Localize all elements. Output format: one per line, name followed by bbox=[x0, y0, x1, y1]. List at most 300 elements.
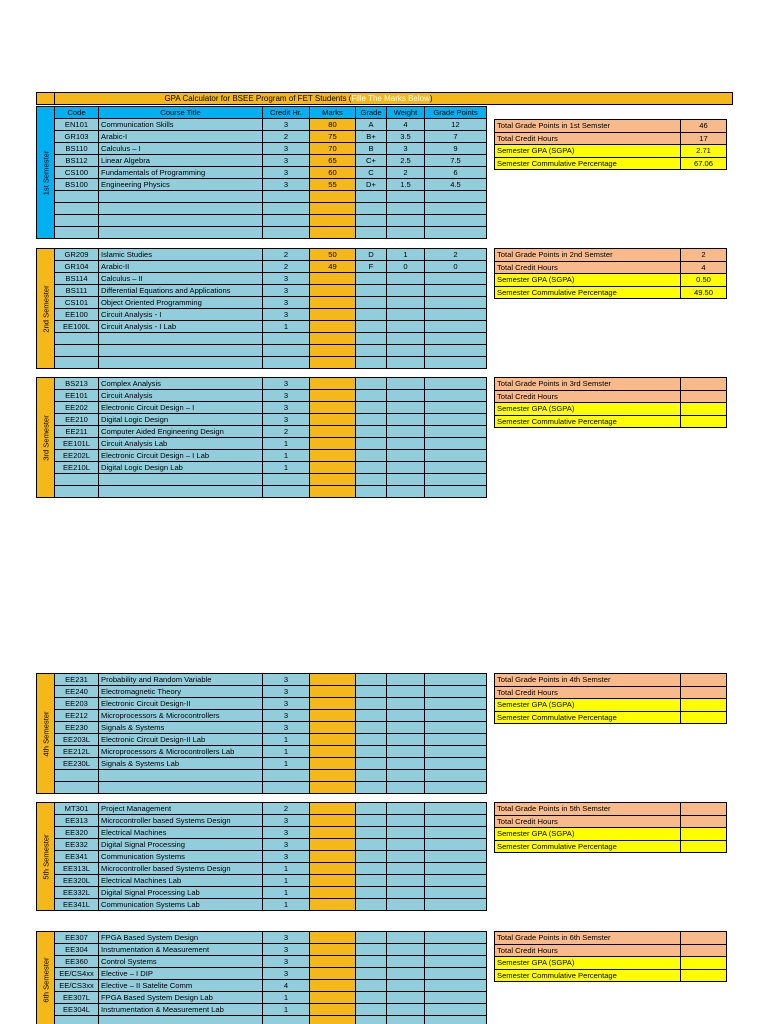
summary-value bbox=[681, 840, 727, 853]
marks-input-cell[interactable] bbox=[310, 390, 356, 402]
grade-points-cell bbox=[425, 851, 487, 863]
weight-cell bbox=[387, 968, 425, 980]
grade-points-cell: 2 bbox=[425, 249, 487, 261]
marks-input-cell[interactable] bbox=[310, 956, 356, 968]
marks-input-cell[interactable] bbox=[310, 450, 356, 462]
empty-weight-cell bbox=[387, 191, 425, 203]
course-title-cell: Project Management bbox=[99, 803, 263, 815]
grade-cell bbox=[356, 438, 387, 450]
course-code-cell: EE230 bbox=[55, 722, 99, 734]
summary-row bbox=[495, 699, 727, 712]
grade-points-cell bbox=[425, 746, 487, 758]
grade-cell: C+ bbox=[356, 155, 387, 167]
empty-course-code-cell bbox=[55, 227, 99, 239]
credit-hours-cell: 1 bbox=[263, 992, 310, 1004]
course-title-cell: Digital Logic Design Lab bbox=[99, 462, 263, 474]
marks-input-cell[interactable] bbox=[310, 944, 356, 956]
summary-label: Total Grade Points in 2nd Semster bbox=[495, 249, 681, 262]
course-code-cell: MT301 bbox=[55, 803, 99, 815]
course-title-cell: Digital Signal Processing bbox=[99, 839, 263, 851]
course-title-cell: Circuit Analysis Lab bbox=[99, 438, 263, 450]
marks-input-cell[interactable] bbox=[310, 462, 356, 474]
empty-course-code-cell bbox=[55, 357, 99, 369]
summary-row bbox=[495, 932, 727, 945]
marks-input-cell[interactable] bbox=[310, 827, 356, 839]
course-row bbox=[37, 249, 487, 261]
summary-value bbox=[681, 828, 727, 841]
weight-cell bbox=[387, 378, 425, 390]
weight-cell bbox=[387, 875, 425, 887]
grade-cell bbox=[356, 686, 387, 698]
summary-label: Total Credit Hours bbox=[495, 261, 681, 274]
weight-cell bbox=[387, 863, 425, 875]
summary-row bbox=[495, 157, 727, 170]
title-main-text: GPA Calculator for BSEE Program of FET Students ( bbox=[164, 94, 352, 103]
grade-cell: D+ bbox=[356, 179, 387, 191]
grade-points-cell bbox=[425, 674, 487, 686]
summary-label: Semester Commulative Percentage bbox=[495, 711, 681, 724]
grade-cell bbox=[356, 851, 387, 863]
empty-marks-input-cell[interactable] bbox=[310, 191, 356, 203]
summary-value bbox=[681, 686, 727, 699]
empty-course-code-cell bbox=[55, 782, 99, 794]
weight-cell bbox=[387, 758, 425, 770]
empty-credit-hours-cell bbox=[263, 191, 310, 203]
marks-input-cell[interactable] bbox=[310, 980, 356, 992]
course-title-cell: Electronic Circuit Design-II bbox=[99, 698, 263, 710]
grade-cell bbox=[356, 674, 387, 686]
title-bar-corner bbox=[37, 93, 55, 104]
summary-label: Semester Commulative Percentage bbox=[495, 840, 681, 853]
marks-input-cell[interactable]: 60 bbox=[310, 167, 356, 179]
course-row bbox=[37, 746, 487, 758]
summary-table-1 bbox=[494, 119, 727, 170]
summary-row bbox=[495, 944, 727, 957]
grade-points-cell bbox=[425, 734, 487, 746]
credit-hours-cell: 3 bbox=[263, 378, 310, 390]
course-row bbox=[37, 131, 487, 143]
empty-credit-hours-cell bbox=[263, 486, 310, 498]
grade-points-cell bbox=[425, 827, 487, 839]
weight-cell: 4 bbox=[387, 119, 425, 131]
summary-label: Total Credit Hours bbox=[495, 815, 681, 828]
empty-course-row bbox=[37, 227, 487, 239]
empty-weight-cell bbox=[387, 333, 425, 345]
credit-hours-cell: 2 bbox=[263, 426, 310, 438]
course-code-cell: EE313 bbox=[55, 815, 99, 827]
course-code-cell: EE210 bbox=[55, 414, 99, 426]
course-title-cell: Digital Signal Processing Lab bbox=[99, 887, 263, 899]
grade-points-cell bbox=[425, 698, 487, 710]
empty-marks-input-cell[interactable] bbox=[310, 345, 356, 357]
marks-input-cell[interactable] bbox=[310, 875, 356, 887]
marks-input-cell[interactable] bbox=[310, 815, 356, 827]
marks-input-cell[interactable]: 70 bbox=[310, 143, 356, 155]
grade-cell bbox=[356, 734, 387, 746]
marks-input-cell[interactable] bbox=[310, 992, 356, 1004]
marks-input-cell[interactable] bbox=[310, 321, 356, 333]
empty-grade-cell bbox=[356, 1016, 387, 1024]
course-code-cell: EE100 bbox=[55, 309, 99, 321]
grade-points-cell: 7 bbox=[425, 131, 487, 143]
credit-hours-cell: 3 bbox=[263, 944, 310, 956]
grade-points-cell bbox=[425, 968, 487, 980]
course-row bbox=[37, 863, 487, 875]
empty-grade-cell bbox=[356, 357, 387, 369]
grade-points-cell bbox=[425, 426, 487, 438]
course-code-cell: EE231 bbox=[55, 674, 99, 686]
empty-weight-cell bbox=[387, 770, 425, 782]
marks-input-cell[interactable] bbox=[310, 438, 356, 450]
course-row bbox=[37, 321, 487, 333]
summary-row bbox=[495, 403, 727, 416]
empty-course-row bbox=[37, 486, 487, 498]
marks-input-cell[interactable] bbox=[310, 710, 356, 722]
semester-label: 6th Semester bbox=[41, 956, 50, 1003]
weight-cell bbox=[387, 839, 425, 851]
course-code-cell: EE101 bbox=[55, 390, 99, 402]
summary-row bbox=[495, 957, 727, 970]
empty-marks-input-cell[interactable] bbox=[310, 474, 356, 486]
summary-row bbox=[495, 711, 727, 724]
marks-input-cell[interactable] bbox=[310, 273, 356, 285]
grade-cell bbox=[356, 968, 387, 980]
course-code-cell: EE212 bbox=[55, 710, 99, 722]
course-title-cell: Complex Analysis bbox=[99, 378, 263, 390]
course-code-cell: EE240 bbox=[55, 686, 99, 698]
course-row bbox=[37, 686, 487, 698]
weight-cell bbox=[387, 309, 425, 321]
semester-label-cell bbox=[37, 932, 55, 1024]
grade-cell bbox=[356, 803, 387, 815]
weight-cell: 2.5 bbox=[387, 155, 425, 167]
credit-hours-cell: 3 bbox=[263, 390, 310, 402]
empty-marks-input-cell[interactable] bbox=[310, 215, 356, 227]
marks-input-cell[interactable] bbox=[310, 309, 356, 321]
course-row bbox=[37, 980, 487, 992]
marks-input-cell[interactable]: 55 bbox=[310, 179, 356, 191]
summary-row bbox=[495, 286, 727, 299]
empty-course-title-cell bbox=[99, 227, 263, 239]
empty-credit-hours-cell bbox=[263, 215, 310, 227]
course-title-cell: Electrical Machines Lab bbox=[99, 875, 263, 887]
course-title-cell: Elective – II Satelite Comm bbox=[99, 980, 263, 992]
marks-input-cell[interactable]: 50 bbox=[310, 249, 356, 261]
grade-points-cell bbox=[425, 956, 487, 968]
grade-cell bbox=[356, 956, 387, 968]
course-title-cell: Communication Skills bbox=[99, 119, 263, 131]
course-row bbox=[37, 462, 487, 474]
summary-value bbox=[681, 932, 727, 945]
empty-marks-input-cell[interactable] bbox=[310, 357, 356, 369]
summary-table-2 bbox=[494, 248, 727, 299]
marks-input-cell[interactable] bbox=[310, 968, 356, 980]
credit-hours-cell: 4 bbox=[263, 980, 310, 992]
marks-input-cell[interactable] bbox=[310, 402, 356, 414]
empty-grade-points-cell bbox=[425, 770, 487, 782]
summary-value bbox=[681, 711, 727, 724]
course-title-cell: Circuit Analysis bbox=[99, 390, 263, 402]
grade-points-cell bbox=[425, 414, 487, 426]
course-code-cell: EE/CS4xx bbox=[55, 968, 99, 980]
empty-grade-cell bbox=[356, 770, 387, 782]
course-title-cell: Engineering Physics bbox=[99, 179, 263, 191]
empty-marks-input-cell[interactable] bbox=[310, 782, 356, 794]
empty-course-row bbox=[37, 770, 487, 782]
grade-cell bbox=[356, 698, 387, 710]
summary-row bbox=[495, 274, 727, 287]
grade-cell bbox=[356, 414, 387, 426]
course-code-cell: CS101 bbox=[55, 297, 99, 309]
empty-credit-hours-cell bbox=[263, 345, 310, 357]
marks-input-cell[interactable] bbox=[310, 414, 356, 426]
marks-input-cell[interactable]: 80 bbox=[310, 119, 356, 131]
marks-input-cell[interactable] bbox=[310, 698, 356, 710]
grade-points-cell bbox=[425, 803, 487, 815]
marks-input-cell[interactable] bbox=[310, 887, 356, 899]
marks-input-cell[interactable] bbox=[310, 722, 356, 734]
summary-row bbox=[495, 390, 727, 403]
empty-grade-points-cell bbox=[425, 1016, 487, 1024]
weight-cell bbox=[387, 887, 425, 899]
marks-input-cell[interactable] bbox=[310, 803, 356, 815]
empty-credit-hours-cell bbox=[263, 357, 310, 369]
credit-hours-cell: 1 bbox=[263, 1004, 310, 1016]
course-title-cell: Communication Systems bbox=[99, 851, 263, 863]
empty-grade-points-cell bbox=[425, 203, 487, 215]
empty-marks-input-cell[interactable] bbox=[310, 333, 356, 345]
weight-cell bbox=[387, 426, 425, 438]
course-row bbox=[37, 167, 487, 179]
course-code-cell: BS100 bbox=[55, 179, 99, 191]
grade-cell: F bbox=[356, 261, 387, 273]
weight-cell bbox=[387, 980, 425, 992]
grade-cell bbox=[356, 426, 387, 438]
empty-credit-hours-cell bbox=[263, 227, 310, 239]
summary-row bbox=[495, 803, 727, 816]
marks-input-cell[interactable] bbox=[310, 378, 356, 390]
grade-points-cell bbox=[425, 1004, 487, 1016]
marks-input-cell[interactable] bbox=[310, 734, 356, 746]
credit-hours-cell: 3 bbox=[263, 839, 310, 851]
marks-input-cell[interactable]: 65 bbox=[310, 155, 356, 167]
grade-cell: B bbox=[356, 143, 387, 155]
grade-cell bbox=[356, 887, 387, 899]
grade-points-cell bbox=[425, 309, 487, 321]
empty-grade-points-cell bbox=[425, 333, 487, 345]
summary-value bbox=[681, 815, 727, 828]
credit-hours-cell: 3 bbox=[263, 674, 310, 686]
empty-weight-cell bbox=[387, 345, 425, 357]
marks-input-cell[interactable] bbox=[310, 758, 356, 770]
course-code-cell: EE341L bbox=[55, 899, 99, 911]
marks-input-cell[interactable] bbox=[310, 285, 356, 297]
empty-course-code-cell bbox=[55, 215, 99, 227]
summary-label: Semester GPA (SGPA) bbox=[495, 145, 681, 158]
weight-cell bbox=[387, 992, 425, 1004]
credit-hours-cell: 2 bbox=[263, 803, 310, 815]
course-code-cell: EE211 bbox=[55, 426, 99, 438]
grade-points-cell: 0 bbox=[425, 261, 487, 273]
course-code-cell: EE203L bbox=[55, 734, 99, 746]
course-title-cell: Microcontroller based Systems Design bbox=[99, 863, 263, 875]
grade-cell bbox=[356, 273, 387, 285]
weight-cell bbox=[387, 899, 425, 911]
empty-grade-points-cell bbox=[425, 227, 487, 239]
empty-marks-input-cell[interactable] bbox=[310, 770, 356, 782]
weight-cell bbox=[387, 851, 425, 863]
weight-cell bbox=[387, 438, 425, 450]
summary-value bbox=[681, 390, 727, 403]
marks-input-cell[interactable]: 49 bbox=[310, 261, 356, 273]
grade-points-cell bbox=[425, 297, 487, 309]
summary-label: Total Grade Points in 1st Semster bbox=[495, 120, 681, 133]
grade-cell bbox=[356, 815, 387, 827]
semester-label-cell bbox=[37, 378, 55, 498]
empty-marks-input-cell[interactable] bbox=[310, 227, 356, 239]
course-row bbox=[37, 722, 487, 734]
empty-course-title-cell bbox=[99, 215, 263, 227]
marks-input-cell[interactable] bbox=[310, 932, 356, 944]
empty-course-title-cell bbox=[99, 486, 263, 498]
course-row bbox=[37, 968, 487, 980]
summary-label: Semester GPA (SGPA) bbox=[495, 274, 681, 287]
weight-cell: 3 bbox=[387, 143, 425, 155]
course-code-cell: EE210L bbox=[55, 462, 99, 474]
weight-cell: 1 bbox=[387, 249, 425, 261]
course-code-cell: EE304 bbox=[55, 944, 99, 956]
weight-cell bbox=[387, 390, 425, 402]
summary-row bbox=[495, 120, 727, 133]
title-highlight-text: Fille The Marks Below bbox=[351, 94, 430, 103]
course-row bbox=[37, 155, 487, 167]
summary-value: 49.50 bbox=[681, 286, 727, 299]
grade-cell bbox=[356, 402, 387, 414]
weight-cell bbox=[387, 674, 425, 686]
course-row bbox=[37, 390, 487, 402]
marks-input-cell[interactable] bbox=[310, 297, 356, 309]
title-close-text: ) bbox=[429, 94, 433, 103]
course-row bbox=[37, 875, 487, 887]
empty-marks-input-cell[interactable] bbox=[310, 1016, 356, 1024]
grade-cell: C bbox=[356, 167, 387, 179]
course-row bbox=[37, 956, 487, 968]
credit-hours-cell: 3 bbox=[263, 155, 310, 167]
grade-points-cell: 9 bbox=[425, 143, 487, 155]
course-title-cell: FPGA Based System Design bbox=[99, 932, 263, 944]
credit-hours-cell: 1 bbox=[263, 899, 310, 911]
grade-points-cell bbox=[425, 980, 487, 992]
course-row bbox=[37, 674, 487, 686]
marks-input-cell[interactable] bbox=[310, 674, 356, 686]
course-title-cell: Microprocessors & Microcontrollers bbox=[99, 710, 263, 722]
grade-points-cell: 6 bbox=[425, 167, 487, 179]
course-title-cell: Signals & Systems Lab bbox=[99, 758, 263, 770]
empty-course-code-cell bbox=[55, 770, 99, 782]
summary-label: Total Credit Hours bbox=[495, 132, 681, 145]
course-row bbox=[37, 944, 487, 956]
column-header-marks: Marks bbox=[310, 107, 356, 119]
marks-input-cell[interactable]: 75 bbox=[310, 131, 356, 143]
marks-input-cell[interactable] bbox=[310, 839, 356, 851]
course-code-cell: BS111 bbox=[55, 285, 99, 297]
summary-value bbox=[681, 699, 727, 712]
page-title bbox=[55, 93, 542, 104]
empty-course-code-cell bbox=[55, 191, 99, 203]
semester-label-cell bbox=[37, 107, 55, 239]
credit-hours-cell: 2 bbox=[263, 261, 310, 273]
empty-course-title-cell bbox=[99, 191, 263, 203]
grade-cell bbox=[356, 992, 387, 1004]
summary-label: Total Credit Hours bbox=[495, 390, 681, 403]
column-header-grade: Grade bbox=[356, 107, 387, 119]
course-code-cell: BS213 bbox=[55, 378, 99, 390]
empty-weight-cell bbox=[387, 474, 425, 486]
course-code-cell: EE307L bbox=[55, 992, 99, 1004]
course-code-cell: BS110 bbox=[55, 143, 99, 155]
credit-hours-cell: 3 bbox=[263, 402, 310, 414]
summary-row bbox=[495, 815, 727, 828]
empty-credit-hours-cell bbox=[263, 333, 310, 345]
summary-label: Semester GPA (SGPA) bbox=[495, 957, 681, 970]
marks-input-cell[interactable] bbox=[310, 863, 356, 875]
empty-course-code-cell bbox=[55, 203, 99, 215]
grade-cell bbox=[356, 932, 387, 944]
course-code-cell: EE307 bbox=[55, 932, 99, 944]
marks-input-cell[interactable] bbox=[310, 851, 356, 863]
grade-cell: B+ bbox=[356, 131, 387, 143]
summary-row bbox=[495, 674, 727, 687]
empty-course-code-cell bbox=[55, 474, 99, 486]
course-code-cell: EE313L bbox=[55, 863, 99, 875]
grade-points-cell bbox=[425, 758, 487, 770]
credit-hours-cell: 1 bbox=[263, 875, 310, 887]
weight-cell bbox=[387, 827, 425, 839]
empty-course-row bbox=[37, 191, 487, 203]
marks-input-cell[interactable] bbox=[310, 746, 356, 758]
summary-row bbox=[495, 828, 727, 841]
empty-grade-cell bbox=[356, 345, 387, 357]
marks-input-cell[interactable] bbox=[310, 426, 356, 438]
course-title-cell: Calculus – II bbox=[99, 273, 263, 285]
semester-label: 4th Semester bbox=[41, 710, 50, 757]
grade-cell bbox=[356, 1004, 387, 1016]
weight-cell bbox=[387, 734, 425, 746]
grade-points-cell bbox=[425, 722, 487, 734]
course-code-cell: EE202L bbox=[55, 450, 99, 462]
course-code-cell: GR209 bbox=[55, 249, 99, 261]
credit-hours-cell: 1 bbox=[263, 438, 310, 450]
course-row bbox=[37, 851, 487, 863]
marks-input-cell[interactable] bbox=[310, 1004, 356, 1016]
marks-input-cell[interactable] bbox=[310, 686, 356, 698]
credit-hours-cell: 3 bbox=[263, 956, 310, 968]
weight-cell: 3.5 bbox=[387, 131, 425, 143]
empty-weight-cell bbox=[387, 1016, 425, 1024]
course-row bbox=[37, 297, 487, 309]
credit-hours-cell: 2 bbox=[263, 249, 310, 261]
course-code-cell: EE212L bbox=[55, 746, 99, 758]
grade-points-cell bbox=[425, 686, 487, 698]
marks-input-cell[interactable] bbox=[310, 899, 356, 911]
grade-cell bbox=[356, 980, 387, 992]
credit-hours-cell: 3 bbox=[263, 968, 310, 980]
empty-marks-input-cell[interactable] bbox=[310, 203, 356, 215]
summary-value: 0.50 bbox=[681, 274, 727, 287]
empty-grade-cell bbox=[356, 782, 387, 794]
empty-marks-input-cell[interactable] bbox=[310, 486, 356, 498]
summary-value bbox=[681, 674, 727, 687]
